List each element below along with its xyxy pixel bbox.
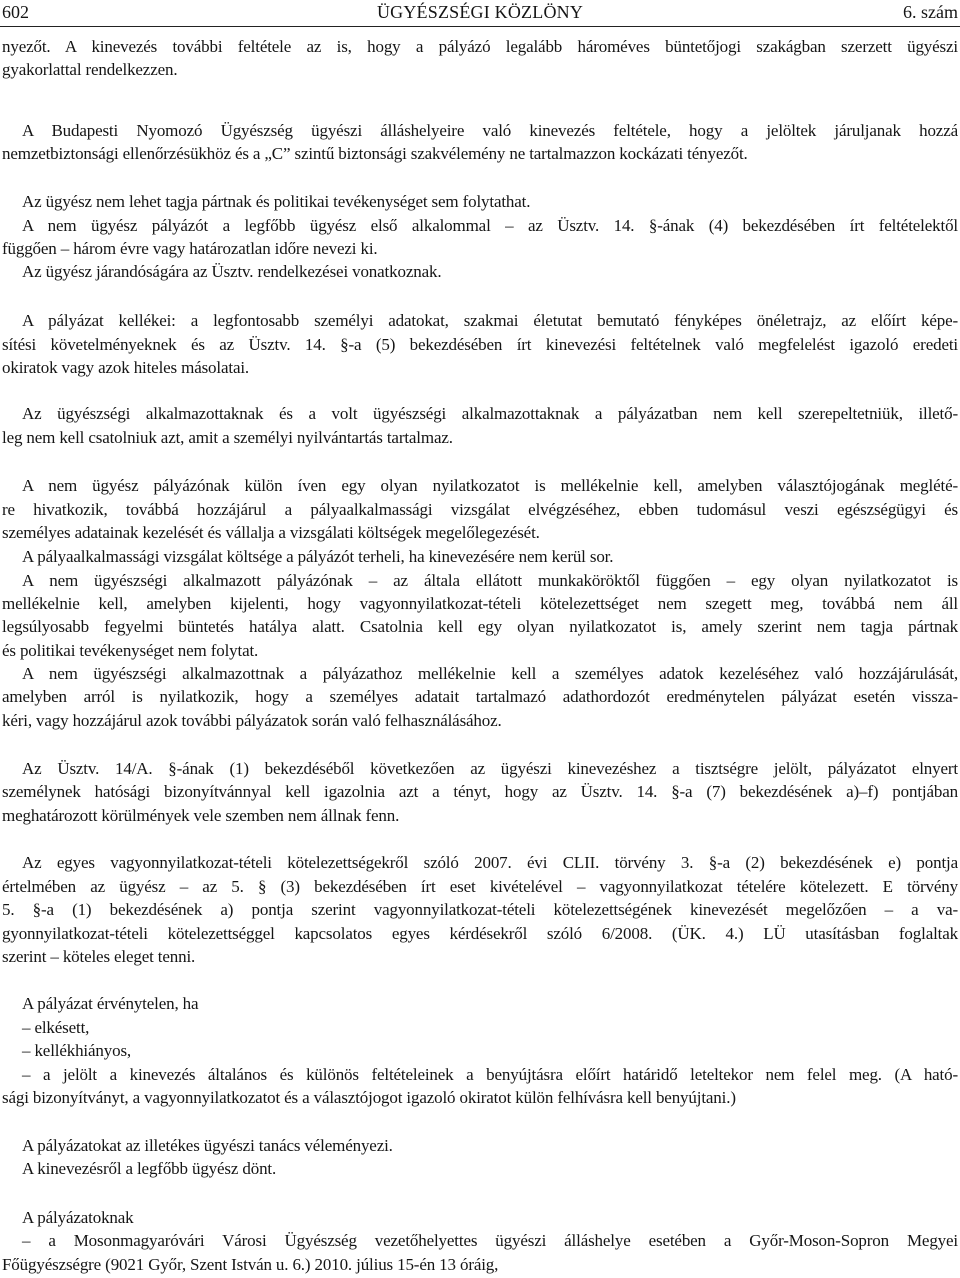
text-line: A pályaalkalmassági vizsgálat költsége a pályázót terheli, ha kinevezésére nem kerül sor. — [22, 547, 614, 566]
issue-number: 6. szám — [903, 2, 958, 22]
text-line: nemzetbiztonsági ellenőrzésükhöz és a „C” szintű biztonsági szakvélemény ne tartalmazzon kockázati tényezőt. — [2, 144, 748, 163]
text-line: gyonnyilatkozat-tételi kötelezettséggel kapcsolatos egyes kérdésekről szóló 6/2008. (ÜK. 4.) LÜ utasításban foglaltak — [2, 924, 958, 943]
list-item: – elkésett, — [22, 1018, 90, 1037]
text-line: A pályázatoknak — [22, 1208, 134, 1227]
text-line: szerint – köteles eleget tenni. — [2, 947, 196, 966]
text-line: 5. §-a (1) bekezdésének a) pontja szerint vagyonnyilatkozat-tételi kötelezettségének kinevezését megelőzően – a va- — [2, 900, 958, 919]
text-line: legsúlyosabb fegyelmi büntetés hatálya alatt. Csatolnia kell egy olyan nyilatkozatot is, amely szerint nem tagja pártnak — [2, 617, 958, 636]
text-line: sági bizonyítványt, a vagyonnyilatkozatot és a választójogot igazoló okiratot külön felhívásra kell benyújtani.) — [2, 1088, 736, 1107]
text-line: A Budapesti Nyomozó Ügyészség ügyészi álláshelyeire való kinevezés feltétele, hogy a jelöltek járuljanak hozzá — [22, 121, 958, 140]
text-line: A nem ügyészségi alkalmazott pályázónak – az általa ellátott munkaköröktől függően – egy olyan nyilatkozatot is — [22, 571, 958, 590]
running-header — [0, 0, 960, 27]
text-line: amelyben arról is nyilatkozik, hogy a személyes adatait tartalmazó adathordozót eredménytelen pályázat esetén vissza- — [2, 687, 958, 706]
text-line: személynek hatósági bizonyítvánnyal kell igazolnia azt a tényt, hogy az Üsztv. 14. §-a (7) bekezdésének a)–f) pontjában — [2, 782, 958, 801]
text-line: Az ügyész járandóságára az Üsztv. rendelkezései vonatkoznak. — [22, 262, 442, 281]
text-line: okiratok vagy azok hiteles másolatai. — [2, 358, 250, 377]
text-line: A nem ügyészségi alkalmazottnak a pályázathoz mellékelnie kell a személyes adatok kezeléséhez való hozzájárulását, — [22, 664, 958, 683]
text-line: A nem ügyész pályázónak külön íven egy olyan nyilatkozatot is mellékelnie kell, amelyben választójogának meglété- — [22, 476, 958, 495]
text-line: leg nem kell csatolniuk azt, amit a személyi nyilvántartás tartalmaz. — [2, 428, 453, 447]
text-line: re hivatkozik, továbbá hozzájárul a pályaalkalmassági vizsgálat elvégzéséhez, ebben tudomásul veszi egészségügyi és — [2, 500, 958, 519]
text-line: Főügyészségre (9021 Győr, Szent István u. 6.) 2010. július 15-én 13 óráig, — [2, 1255, 499, 1274]
text-line: A pályázatokat az illetékes ügyészi tanács véleményezi. — [22, 1136, 393, 1155]
text-line: kéri, vagy hozzájárul azok további pályázatok során való felhasználásához. — [2, 711, 502, 730]
text-line: nyezőt. A kinevezés további feltétele az is, hogy a pályázó legalább hároméves büntetőjogi szakágban szerzett ügyészi — [2, 37, 958, 56]
text-line: Az ügyészségi alkalmazottaknak és a volt ügyészségi alkalmazottaknak a pályázatban nem kell szerepeltetniük, illető- — [22, 404, 958, 423]
text-line: A kinevezésről a legfőbb ügyész dönt. — [22, 1159, 277, 1178]
text-line: A nem ügyész pályázót a legfőbb ügyész első alkalommal – az Üsztv. 14. §-ának (4) bekezdésében írt feltételektől — [22, 216, 958, 235]
list-item: – kellékhiányos, — [22, 1041, 132, 1060]
text-line: Az egyes vagyonnyilatkozat-tételi kötelezettségekről szóló 2007. évi CLII. törvény 3. §-a (2) bekezdésének e) pontja — [22, 853, 958, 872]
text-line: személyes adatainak kezelését és vállalja a vizsgálati költségek megelőlegezését. — [2, 523, 540, 542]
text-line: függően – három évre vagy határozatlan időre nevezi ki. — [2, 239, 378, 258]
text-line: sítési követelményeknek és az Üsztv. 14. §-a (5) bekezdésében írt kinevezési feltételnek való megfelelést igazoló eredeti — [2, 335, 958, 354]
list-item: – a jelölt a kinevezés általános és különös feltételeinek a benyújtásra előírt határidő leteltekor nem felel meg. (A ható- — [22, 1065, 958, 1084]
text-line: Az Üsztv. 14/A. §-ának (1) bekezdéséből következően az ügyészi kinevezéshez a tisztségre jelölt, pályázatot elnyert — [22, 759, 958, 778]
text-line: és politikai tevékenységet nem folytat. — [2, 641, 259, 660]
text-line: A pályázat érvénytelen, ha — [22, 994, 199, 1013]
text-line: A pályázat kellékei: a legfontosabb személyi adatokat, szakmai életutat bemutató fényképes önéletrajz, az előírt képe- — [22, 311, 958, 330]
text-line: Az ügyész nem lehet tagja pártnak és politikai tevékenységet sem folytathat. — [22, 192, 531, 211]
text-line: meghatározott körülmények vele szemben nem állnak fenn. — [2, 806, 400, 825]
text-line: értelmében az ügyész – az 5. § (3) bekezdésében írt eset kivételével – vagyonnyilatkozat tételére kötelezett. E törvény — [2, 877, 958, 896]
journal-title: ÜGYÉSZSÉGI KÖZLÖNY — [376, 2, 584, 22]
text-line: gyakorlattal rendelkezzen. — [2, 60, 178, 79]
list-item: – a Mosonmagyaróvári Városi Ügyészség vezetőhelyettes ügyészi álláshelye esetében a Győr-Moson-Sopron Megyei — [22, 1231, 958, 1250]
page-number: 602 — [2, 2, 29, 22]
text-line: mellékelnie kell, amelyben kijelenti, hogy vagyonnyilatkozat-tételi kötelezettséget nem szegett meg, továbbá nem áll — [2, 594, 958, 613]
